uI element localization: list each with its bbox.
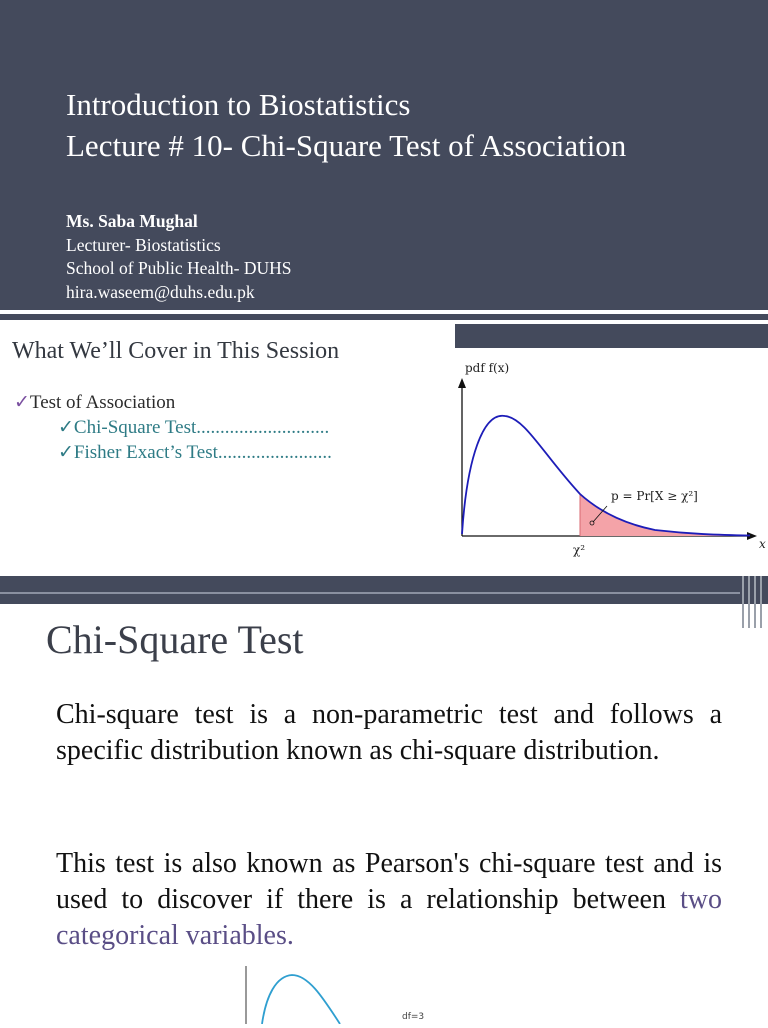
x-tick-chi-square: χ²	[573, 543, 586, 557]
highlight-categorical: two categorical variables.	[56, 884, 722, 951]
checkmark-icon: ✓	[14, 392, 30, 413]
pearson-paragraph	[56, 846, 722, 954]
outline-item-fisher	[14, 440, 332, 465]
pearson-text: This test is also known as Pearson's chi-square test and is used to discover if there is a relationship between	[56, 848, 722, 915]
author-role: Lecturer- Biostatistics	[66, 234, 221, 255]
x-axis-label: x	[759, 537, 766, 551]
author-email: hira.waseem@duhs.edu.pk	[66, 281, 255, 302]
outline-item-label: Test of Association	[29, 392, 176, 413]
outline-item-label: Chi-Square Test............................	[73, 417, 330, 438]
y-axis-label: pdf f(x)	[465, 361, 510, 375]
decorative-bars	[738, 576, 768, 628]
definition-paragraph: Chi-square test is a non-parametric test and follows a specific distribution known as chi-square distribution.	[56, 699, 722, 766]
lecture-title	[66, 84, 626, 166]
outline-header-strip	[455, 324, 768, 348]
mini-df-label: df=3	[402, 1012, 425, 1022]
outline-heading: What We’ll Cover in This Session	[12, 338, 340, 364]
p-value-label: p = Pr[X ≥ χ²]	[611, 489, 698, 503]
title-line-2: Lecture # 10- Chi-Square Test of Association	[66, 128, 627, 163]
outline-slide	[0, 324, 768, 576]
title-line-1: Introduction to Biostatistics	[66, 87, 411, 122]
mini-curve	[262, 975, 340, 1024]
author-name: Ms. Saba Mughal	[66, 211, 198, 231]
outline-item-association	[14, 390, 332, 415]
chi-square-pdf-figure	[455, 348, 768, 576]
mini-plot-svg	[240, 966, 440, 1024]
outline-panel	[0, 324, 455, 576]
outline-list	[14, 390, 332, 465]
chi-square-mini-figure	[240, 966, 440, 1024]
outline-item-label: Fisher Exact’s Test........................	[73, 442, 332, 463]
title-slide	[0, 0, 768, 310]
checkmark-icon: ✓	[58, 442, 74, 463]
pdf-plot-svg	[455, 348, 768, 576]
slide-divider	[0, 310, 768, 324]
outline-item-chi-square	[14, 415, 332, 440]
author-school: School of Public Health- DUHS	[66, 258, 292, 278]
author-block	[66, 210, 292, 304]
slide3-title: Chi-Square Test	[46, 617, 304, 662]
slide3-header-bar	[0, 576, 768, 604]
checkmark-icon: ✓	[58, 417, 74, 438]
y-axis-arrow-icon	[458, 378, 466, 388]
